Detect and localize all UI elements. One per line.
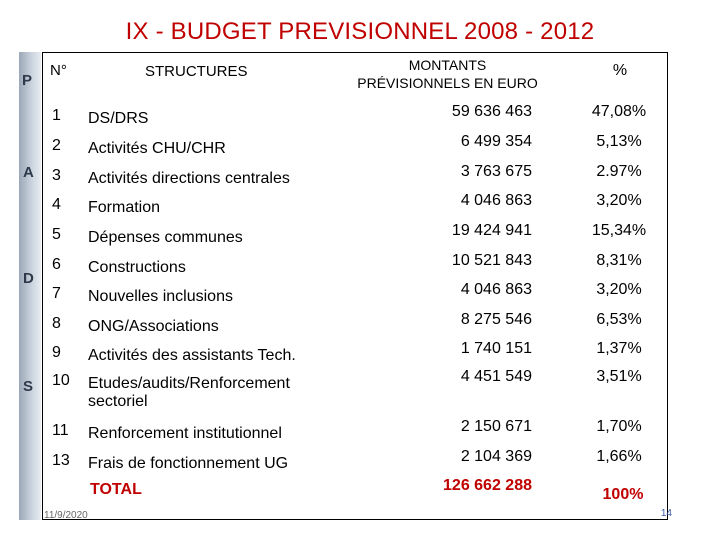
row-amount: 1 740 151 (460, 340, 532, 357)
row-num: 5 (52, 226, 61, 243)
row-amount: 2 104 369 (460, 448, 532, 465)
row-num: 11 (52, 422, 69, 439)
footer-page-number: 14 (660, 508, 672, 519)
total-amount: 126 662 288 (443, 477, 532, 494)
row-percent: 3,51% (596, 368, 642, 385)
row-percent: 1,70% (596, 418, 642, 435)
row-label: Constructions (88, 259, 186, 276)
row-percent: 3,20% (596, 192, 642, 209)
row-label: Activités CHU/CHR (88, 140, 226, 157)
row-amount: 4 046 863 (460, 192, 532, 209)
row-num: 1 (52, 107, 61, 124)
row-amount: 2 150 671 (460, 418, 532, 435)
row-label: Renforcement institutionnel (88, 425, 282, 442)
row-label: Etudes/audits/Renforcement (88, 375, 290, 392)
row-percent: 1,37% (596, 340, 642, 357)
row-num: 7 (52, 285, 61, 302)
row-percent: 3,20% (596, 281, 642, 298)
row-num: 6 (52, 256, 61, 273)
row-percent: 6,53% (596, 311, 642, 328)
row-num: 13 (52, 452, 70, 469)
row-num: 3 (52, 167, 61, 184)
row-num: 9 (52, 344, 61, 361)
row-percent: 5,13% (596, 133, 642, 150)
side-letter-p: P (22, 72, 33, 89)
row-label-line2: sectoriel (88, 393, 148, 410)
row-percent: 47,08% (591, 103, 647, 120)
row-percent: 8,31% (596, 252, 642, 269)
total-label: TOTAL (90, 481, 142, 498)
footer-date: 11/9/2020 (44, 510, 88, 521)
header-structures: STRUCTURES (145, 63, 248, 80)
row-label: Frais de fonctionnement UG (88, 455, 289, 472)
header-num: N° (50, 62, 67, 79)
row-amount: 10 521 843 (451, 252, 532, 269)
row-num: 8 (52, 315, 61, 332)
row-amount: 6 499 354 (460, 133, 532, 150)
row-label: DS/DRS (88, 110, 149, 127)
row-percent: 15,34% (591, 222, 647, 239)
row-amount: 19 424 941 (451, 222, 532, 239)
header-percent: % (612, 62, 628, 79)
row-amount: 4 046 863 (460, 281, 532, 298)
row-num: 4 (52, 196, 61, 213)
row-label: Activités des assistants Tech. (88, 347, 296, 364)
row-num: 10 (52, 372, 70, 389)
row-label: Nouvelles inclusions (88, 288, 233, 305)
page-title: IX - BUDGET PREVISIONNEL 2008 - 2012 (125, 18, 595, 45)
row-amount: 59 636 463 (451, 103, 532, 120)
header-montants-line2: PRÉVISIONNELS EN EURO (357, 75, 538, 91)
row-amount: 4 451 549 (460, 368, 532, 385)
row-label: ONG/Associations (88, 318, 219, 335)
row-label: Dépenses communes (88, 229, 243, 246)
row-label: Formation (88, 199, 161, 216)
side-letter-d: D (23, 270, 34, 287)
header-montants-line1: MONTANTS (408, 57, 487, 73)
side-letter-s: S (23, 378, 34, 395)
side-letter-a: A (23, 164, 34, 181)
total-percent: 100% (602, 486, 644, 503)
row-percent: 1,66% (596, 448, 642, 465)
row-amount: 8 275 546 (460, 311, 532, 328)
row-num: 2 (52, 137, 61, 154)
row-label: Activités directions centrales (88, 170, 290, 187)
row-percent: 2.97% (596, 163, 642, 180)
row-amount: 3 763 675 (460, 163, 532, 180)
